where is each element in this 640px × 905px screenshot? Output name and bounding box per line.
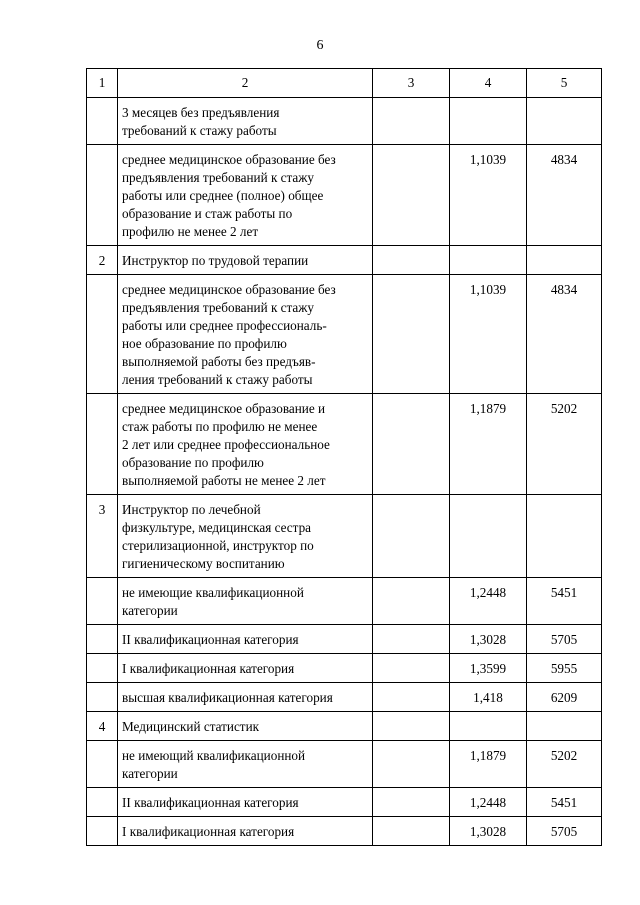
position-description-cell: I квалификационная категория: [118, 654, 373, 683]
row-number-cell: [87, 275, 118, 394]
salary-cell: [527, 98, 602, 145]
column-3-cell: [373, 578, 450, 625]
coefficient-cell: [450, 98, 527, 145]
header-row: [87, 69, 602, 98]
row-number-cell: [87, 98, 118, 145]
coefficient-cell: [450, 246, 527, 275]
table-row: [87, 246, 602, 275]
coefficient-cell: 1,1879: [450, 394, 527, 495]
salary-cell: 5451: [527, 578, 602, 625]
coefficient-cell: [450, 495, 527, 578]
salary-cell: [527, 712, 602, 741]
row-number-cell: [87, 394, 118, 495]
salary-cell: [527, 495, 602, 578]
salary-cell: 4834: [527, 275, 602, 394]
coefficient-cell: 1,1039: [450, 145, 527, 246]
table-row: [87, 817, 602, 846]
column-3-cell: [373, 625, 450, 654]
page-number: 6: [316, 38, 324, 53]
table-row: [87, 625, 602, 654]
position-description-cell: Медицинский статистик: [118, 712, 373, 741]
row-number-cell: 4: [87, 712, 118, 741]
position-description-cell: I квалификационная категория: [118, 817, 373, 846]
coefficient-cell: 1,1039: [450, 275, 527, 394]
header-cell-3: 3: [373, 69, 450, 98]
column-3-cell: [373, 246, 450, 275]
coefficient-cell: [450, 712, 527, 741]
salary-cell: 5202: [527, 394, 602, 495]
salary-cell: [527, 246, 602, 275]
table-row: [87, 275, 602, 394]
position-description-cell: среднее медицинское образование без предъявления требований к стажу работы или среднее (полное) общее образование и стаж работы по профилю не менее 2 лет: [118, 145, 373, 246]
row-number-cell: [87, 741, 118, 788]
column-3-cell: [373, 683, 450, 712]
salary-cell: 5955: [527, 654, 602, 683]
coefficient-cell: 1,2448: [450, 788, 527, 817]
table-body: [87, 69, 602, 846]
row-number-cell: [87, 145, 118, 246]
row-number-cell: 2: [87, 246, 118, 275]
position-description-cell: Инструктор по лечебной физкультуре, медицинская сестра стерилизационной, инструктор по гигиеническому воспитанию: [118, 495, 373, 578]
header-cell-5: 5: [527, 69, 602, 98]
column-3-cell: [373, 145, 450, 246]
column-3-cell: [373, 98, 450, 145]
position-description-cell: II квалификационная категория: [118, 625, 373, 654]
row-number-cell: [87, 578, 118, 625]
column-3-cell: [373, 817, 450, 846]
salary-cell: 5451: [527, 788, 602, 817]
column-3-cell: [373, 741, 450, 788]
column-3-cell: [373, 712, 450, 741]
row-number-cell: 3: [87, 495, 118, 578]
table-row: [87, 394, 602, 495]
coefficient-cell: 1,418: [450, 683, 527, 712]
column-3-cell: [373, 495, 450, 578]
coefficient-cell: 1,2448: [450, 578, 527, 625]
salary-cell: 5705: [527, 625, 602, 654]
header-cell-1: 1: [87, 69, 118, 98]
salary-cell: 5202: [527, 741, 602, 788]
table-row: [87, 712, 602, 741]
row-number-cell: [87, 817, 118, 846]
column-3-cell: [373, 788, 450, 817]
table-row: [87, 98, 602, 145]
column-3-cell: [373, 394, 450, 495]
header-cell-2: 2: [118, 69, 373, 98]
header-cell-4: 4: [450, 69, 527, 98]
coefficient-cell: 1,3599: [450, 654, 527, 683]
coefficient-cell: 1,3028: [450, 817, 527, 846]
position-description-cell: высшая квалификационная категория: [118, 683, 373, 712]
position-description-cell: II квалификационная категория: [118, 788, 373, 817]
position-description-cell: 3 месяцев без предъявления требований к стажу работы: [118, 98, 373, 145]
table-row: [87, 788, 602, 817]
column-3-cell: [373, 654, 450, 683]
row-number-cell: [87, 654, 118, 683]
salary-cell: 6209: [527, 683, 602, 712]
row-number-cell: [87, 625, 118, 654]
coefficient-cell: 1,3028: [450, 625, 527, 654]
row-number-cell: [87, 788, 118, 817]
table-row: [87, 683, 602, 712]
position-description-cell: не имеющие квалификационной категории: [118, 578, 373, 625]
row-number-cell: [87, 683, 118, 712]
salary-cell: 4834: [527, 145, 602, 246]
table-row: [87, 145, 602, 246]
position-description-cell: не имеющий квалификационной категории: [118, 741, 373, 788]
salary-cell: 5705: [527, 817, 602, 846]
salary-table: [86, 68, 602, 846]
table-row: [87, 741, 602, 788]
table-row: [87, 495, 602, 578]
coefficient-cell: 1,1879: [450, 741, 527, 788]
position-description-cell: Инструктор по трудовой терапии: [118, 246, 373, 275]
table-row: [87, 654, 602, 683]
table-row: [87, 578, 602, 625]
position-description-cell: среднее медицинское образование и стаж работы по профилю не менее 2 лет или среднее профессиональное образование по профилю выполняемой работы не менее 2 лет: [118, 394, 373, 495]
position-description-cell: среднее медицинское образование без предъявления требований к стажу работы или среднее профессиональ- ное образование по профилю выполняемой работы без предъяв- ления требований к стажу работы: [118, 275, 373, 394]
column-3-cell: [373, 275, 450, 394]
